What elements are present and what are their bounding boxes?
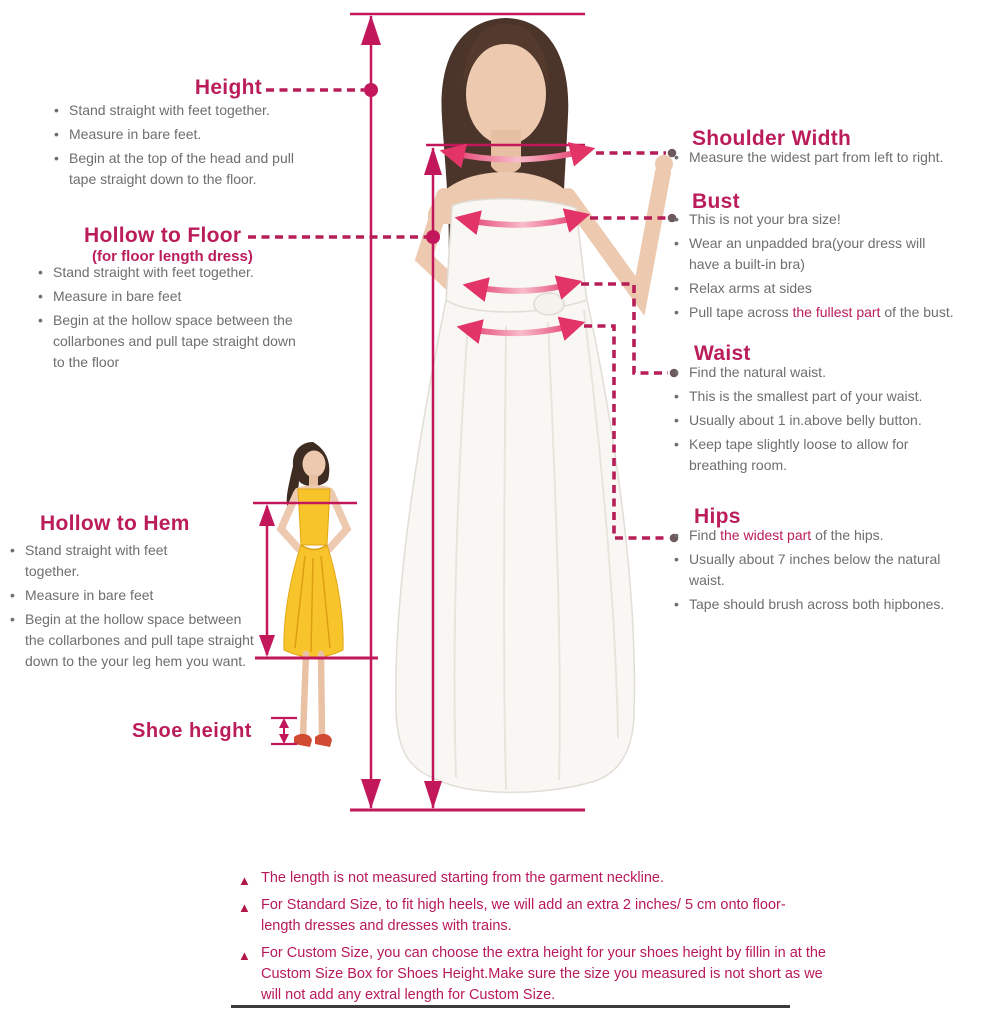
- instruction-item: • Stand straight with feet together.: [8, 540, 264, 582]
- hollow-to-floor-instructions: [36, 262, 321, 376]
- instruction-item: • Stand straight with feet together.: [36, 262, 321, 283]
- bust-instructions: [672, 209, 997, 326]
- instruction-item: • Stand straight with feet together.: [52, 100, 332, 121]
- highlighted-phrase: the fullest part: [792, 304, 881, 320]
- instruction-item: • Usually about 1 in.above belly button.: [672, 410, 992, 431]
- instruction-item: • This is the smallest part of your waist.: [672, 386, 992, 407]
- instruction-item: • Find the natural waist.: [672, 362, 992, 383]
- waist-title: Waist: [694, 342, 751, 365]
- height-instructions: [52, 100, 332, 193]
- hollow-to-hem-instructions: [8, 540, 264, 675]
- instruction-item: • Begin at the hollow space between the collarbones and pull tape straight down to the floor: [36, 310, 321, 373]
- height-title: Height: [194, 76, 262, 99]
- hips-title: Hips: [694, 505, 741, 528]
- instruction-item: • Relax arms at sides: [672, 278, 997, 299]
- instruction-item: • Measure the widest part from left to right.: [672, 147, 997, 168]
- shoe-height-label: Shoe height: [132, 720, 252, 742]
- note-item: ▲ For Standard Size, to fit high heels, we will add an extra 2 inches/ 5 cm onto floor-length dresses and dresses with trains.: [238, 897, 786, 934]
- instruction-item: • Measure in bare feet.: [52, 124, 332, 145]
- instruction-item: • Find the widest part of the hips.: [672, 525, 992, 546]
- instruction-item: • This is not your bra size!: [672, 209, 997, 230]
- waist-bow: [534, 293, 564, 315]
- instruction-item: • Measure in bare feet: [8, 585, 264, 606]
- dress-skirt: [396, 300, 635, 792]
- warning-triangle-icon: ▲: [238, 948, 251, 963]
- footer-notes: [238, 868, 838, 1012]
- instruction-item: • Begin at the top of the head and pull tape straight down to the floor.: [52, 148, 332, 190]
- dress-bodice: [446, 199, 587, 314]
- instruction-item: • Pull tape across the fullest part of the bust.: [672, 302, 997, 323]
- note-item: ▲ For Custom Size, you can choose the extra height for your shoes height by fillin in at the Custom Size Box for Shoes Height.Make sure the size you measured is not short as we will not add any extral length for Custom Size.: [238, 945, 826, 1003]
- instruction-item: • Measure in bare feet: [36, 286, 321, 307]
- waist-instructions: [672, 362, 992, 479]
- note-item: ▲ The length is not measured starting from the garment neckline.: [238, 868, 838, 889]
- main-model-figure: [396, 18, 673, 792]
- hollow-to-floor-title: Hollow to Floor: [84, 224, 242, 247]
- instruction-item: • Wear an unpadded bra(your dress will have a built-in bra): [672, 233, 997, 275]
- instruction-item: • Tape should brush across both hipbones.: [672, 594, 992, 615]
- table-top-border: [231, 1005, 790, 1008]
- instruction-item: • Keep tape slightly loose to allow for breathing room.: [672, 434, 992, 476]
- warning-triangle-icon: ▲: [238, 873, 251, 888]
- highlighted-phrase: the widest part: [720, 527, 812, 543]
- shoulder-width-title: Shoulder Width: [692, 127, 852, 150]
- bust-title: Bust: [692, 190, 740, 213]
- instruction-item: • Begin at the hollow space between the collarbones and pull tape straight down to the your leg hem you want.: [8, 609, 264, 672]
- hollow-to-floor-subtitle: (for floor length dress): [92, 248, 253, 265]
- hollow-to-hem-title: Hollow to Hem: [40, 512, 190, 535]
- shoulder-width-instructions: [672, 147, 997, 171]
- hips-instructions: [672, 525, 992, 618]
- petite-model-figure: [281, 442, 347, 747]
- instruction-item: • Usually about 7 inches below the natural waist.: [672, 549, 992, 591]
- warning-triangle-icon: ▲: [238, 900, 251, 915]
